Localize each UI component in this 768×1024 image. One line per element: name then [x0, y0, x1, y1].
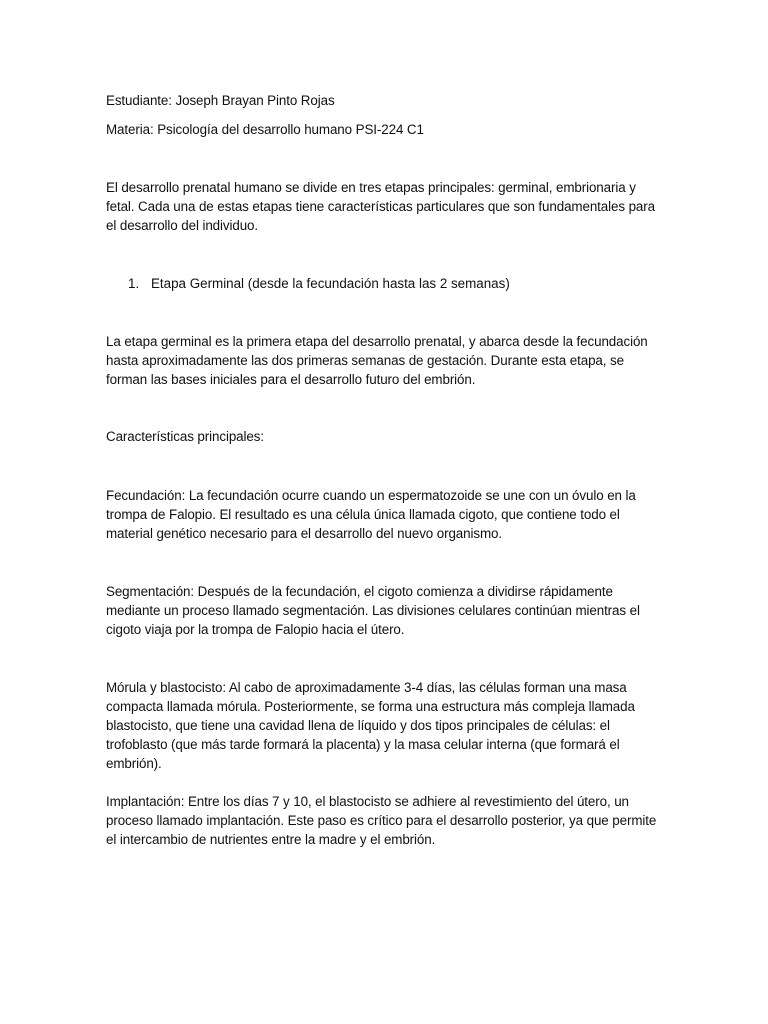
morula-paragraph: Mórula y blastocisto: Al cabo de aproximadamente 3-4 días, las células forman una masa compacta llamada mórula. Posteriormente, se forma una estructura más compleja llamada blastocisto, que tiene una cavidad llena de líquido y dos tipos principales de células: el trofoblasto (que más tarde formará la placenta) y la masa celular interna (que formará el embrión).: [106, 680, 635, 771]
list-item-label: Etapa Germinal (desde la fecundación hasta las 2 semanas): [151, 276, 510, 291]
features-heading: Características principales:: [106, 429, 264, 444]
fecundacion-paragraph: Fecundación: La fecundación ocurre cuando un espermatozoide se une con un óvulo en la trompa de Falopio. El resultado es una célula única llamada cigoto, que contiene todo el material genético necesario para el desarrollo del nuevo organismo.: [106, 488, 636, 541]
segmentacion-paragraph: Segmentación: Después de la fecundación, el cigoto comienza a dividirse rápidamente mediante un proceso llamado segmentación. Las divisiones celulares continúan mientras el cigoto viaja por la trompa de Falopio hacia el útero.: [106, 584, 640, 637]
subject-line: Materia: Psicología del desarrollo humano PSI-224 C1: [106, 122, 424, 137]
intro-paragraph: El desarrollo prenatal humano se divide en tres etapas principales: germinal, embrionaria y fetal. Cada una de estas etapas tiene características particulares que son fundamentales para el desarrollo del individuo.: [106, 180, 655, 233]
list-number: 1.: [128, 276, 140, 291]
student-line: Estudiante: Joseph Brayan Pinto Rojas: [106, 93, 335, 108]
implantacion-paragraph: Implantación: Entre los días 7 y 10, el blastocisto se adhiere al revestimiento del útero, un proceso llamado implantación. Este paso es crítico para el desarrollo posterior, ya que permite el intercambio de nutrientes entre la madre y el embrión.: [106, 794, 657, 847]
list-item-germinal: [128, 274, 648, 293]
germinal-paragraph: La etapa germinal es la primera etapa del desarrollo prenatal, y abarca desde la fecundación hasta aproximadamente las dos primeras semanas de gestación. Durante esta etapa, se forman las bases iniciales para el desarrollo futuro del embrión.: [106, 334, 648, 387]
